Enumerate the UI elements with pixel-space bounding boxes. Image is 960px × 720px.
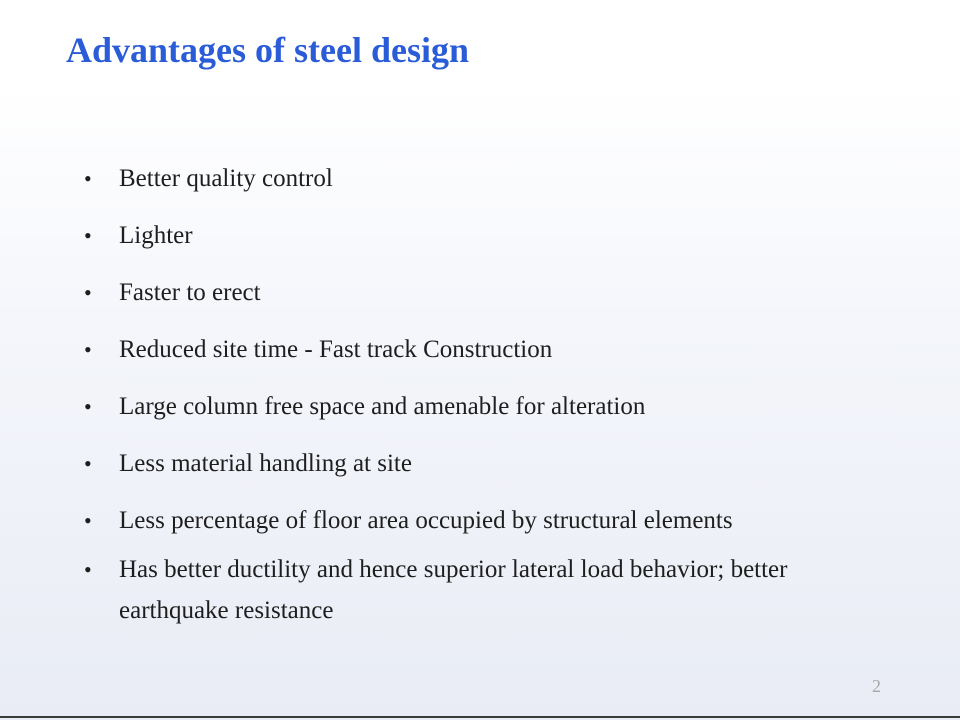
bullet-text: Large column free space and amenable for alteration <box>119 393 646 420</box>
bullet-marker: • <box>84 166 92 191</box>
bullet-item <box>84 158 844 199</box>
bullet-item <box>84 272 844 313</box>
bullet-item <box>84 443 844 484</box>
bullet-text: Faster to erect <box>119 279 261 306</box>
bullet-text: Less percentage of floor area occupied by structural elements <box>119 507 733 534</box>
bullet-text: Has better ductility and hence superior lateral load behavior; better earthquake resistance <box>119 556 788 624</box>
bullet-list <box>84 158 844 639</box>
bullet-marker: • <box>84 280 92 305</box>
bullet-item <box>84 386 844 427</box>
bullet-marker: • <box>84 451 92 476</box>
bullet-marker: • <box>84 508 92 533</box>
bottom-divider <box>0 716 960 718</box>
bullet-text: Lighter <box>119 222 193 249</box>
bullet-marker: • <box>84 337 92 362</box>
bullet-text: Less material handling at site <box>119 450 412 477</box>
bullet-item <box>84 549 844 631</box>
bullet-marker: • <box>84 223 92 248</box>
bullet-text: Better quality control <box>119 165 333 192</box>
bullet-marker: • <box>84 394 92 419</box>
bullet-marker: • <box>84 557 92 582</box>
bullet-text: Reduced site time - Fast track Construction <box>119 336 553 363</box>
bullet-item <box>84 500 844 541</box>
page-number: 2 <box>872 676 881 696</box>
slide-title: Advantages of steel design <box>66 30 469 70</box>
bullet-item <box>84 329 844 370</box>
bullet-item <box>84 215 844 256</box>
